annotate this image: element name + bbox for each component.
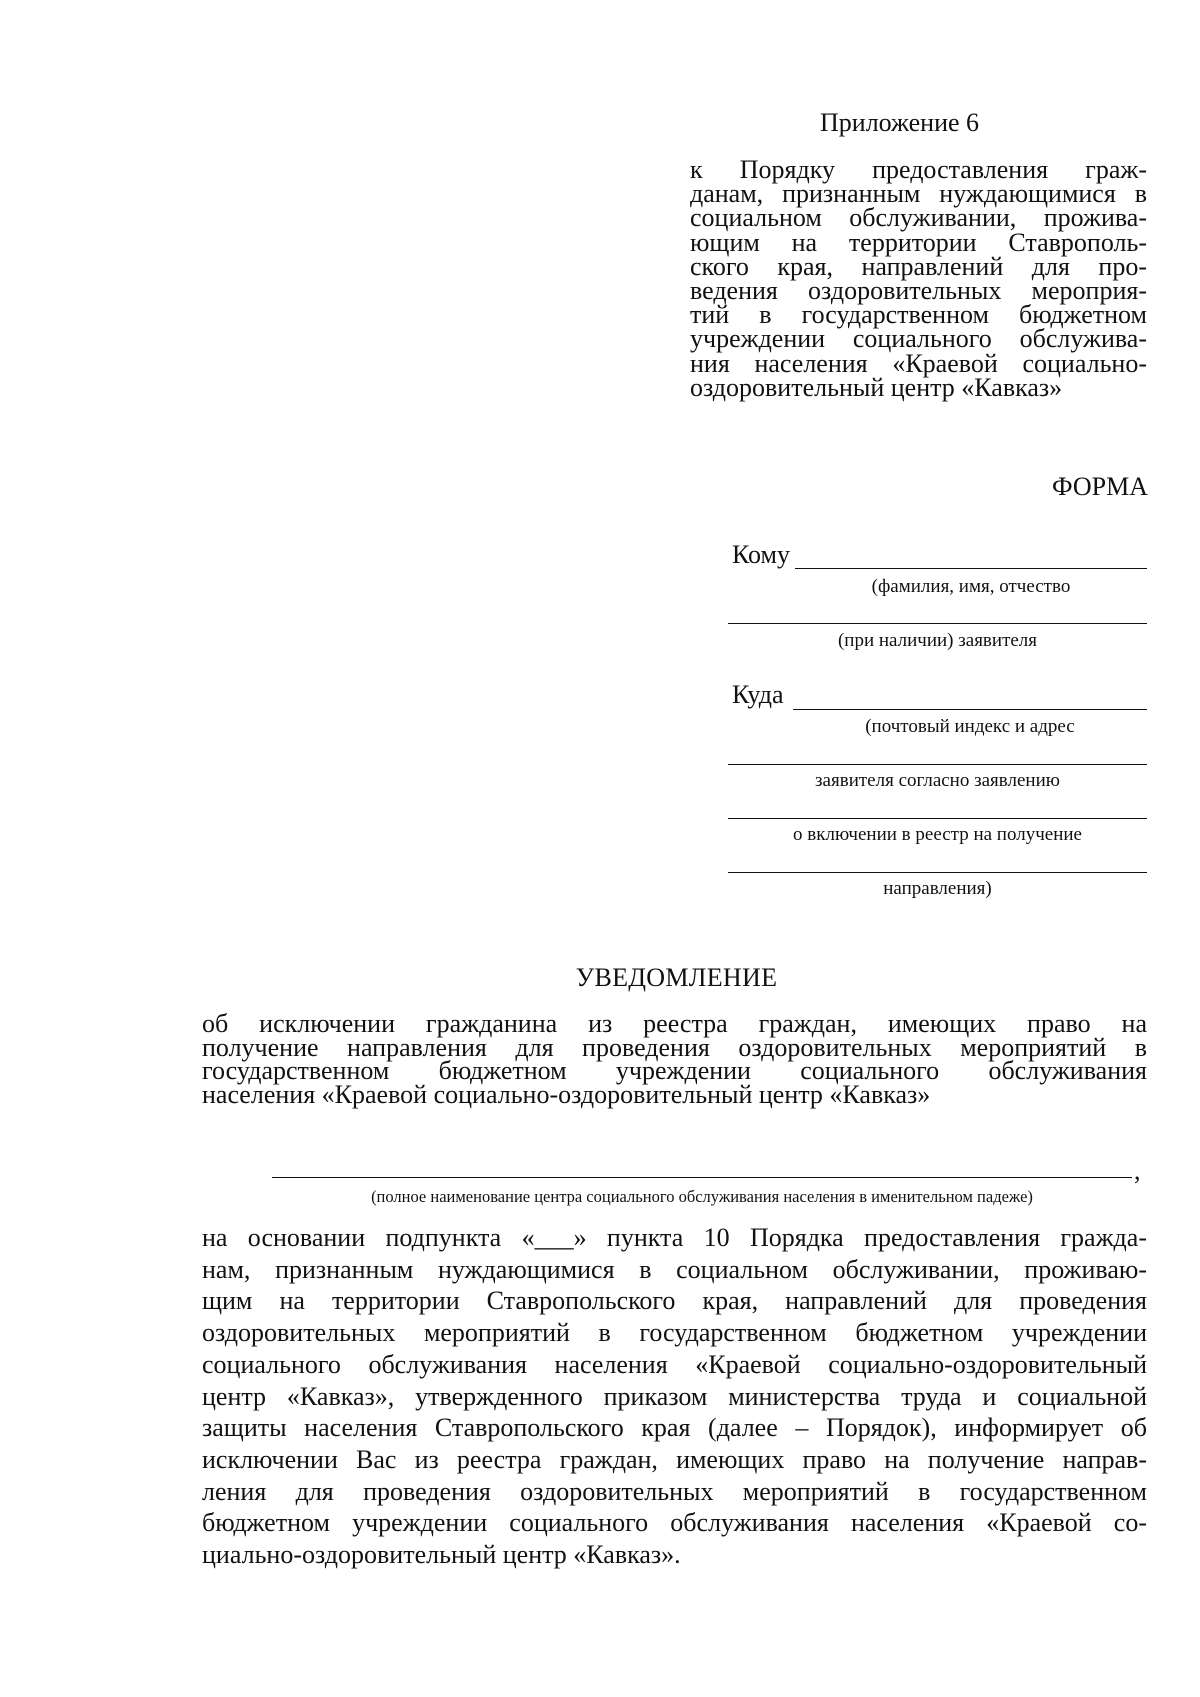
- to-label: Кому: [732, 540, 791, 569]
- body-line: циально-оздоровительный центр «Кавказ».: [202, 1540, 681, 1570]
- appendix-title: Приложение 6: [820, 108, 980, 137]
- center-comma: ,: [1134, 1156, 1141, 1185]
- body-line: нам, признанным нуждающимися в социальном обслуживании, проживаю-: [202, 1254, 1147, 1284]
- notice-title: УВЕДОМЛЕНИЕ: [575, 963, 778, 992]
- where-caption-2: заявителя согласно заявлению: [815, 770, 1060, 791]
- body-line: щим на территории Ставропольского края, направлений для проведения: [202, 1286, 1147, 1316]
- appendix-line: ния населения «Краевой социально-: [690, 348, 1147, 378]
- where-label: Куда: [732, 680, 784, 709]
- body-line: оздоровительных мероприятий в государственном бюджетном учреждении: [202, 1318, 1147, 1348]
- subtitle-line: государственном бюджетном учреждении социального обслуживания: [202, 1056, 1147, 1085]
- to-name-line[interactable]: [795, 568, 1147, 569]
- form-label: ФОРМА: [1052, 472, 1148, 501]
- where-caption-4: направления): [883, 878, 992, 899]
- where-caption-1: (почтовый индекс и адрес: [865, 716, 1075, 737]
- center-name-line[interactable]: [272, 1177, 1132, 1178]
- appendix-line: ющим на территории Ставрополь-: [690, 227, 1147, 257]
- appendix-line: данам, признанным нуждающимися в: [690, 179, 1147, 209]
- body-line: ления для проведения оздоровительных мероприятий в государственном: [202, 1476, 1147, 1506]
- where-address-line-2[interactable]: [728, 764, 1147, 765]
- to-name-line-2[interactable]: [728, 623, 1147, 624]
- appendix-reference: [690, 155, 1147, 402]
- appendix-line: ведения оздоровительных мероприя-: [690, 276, 1147, 306]
- appendix-line: ского края, направлений для про-: [690, 251, 1147, 281]
- subtitle-line: получение направления для проведения оздоровительных мероприятий в: [202, 1032, 1147, 1062]
- where-address-line-4[interactable]: [728, 872, 1147, 873]
- body-line: защиты населения Ставропольского края (далее – Порядок), информирует об: [202, 1413, 1147, 1443]
- body-line: на основании подпункта «___» пункта 10 Порядка предоставления гражда-: [202, 1223, 1147, 1252]
- subtitle-line: об исключении гражданина из реестра граждан, имеющих право на: [202, 1009, 1147, 1038]
- to-caption-1: (фамилия, имя, отчество: [871, 576, 1071, 597]
- appendix-line: социальном обслуживании, прожива-: [690, 203, 1147, 233]
- notice-body: [202, 1222, 1147, 1571]
- notice-subtitle: [202, 1009, 1147, 1109]
- subtitle-line: населения «Краевой социально-оздоровительный центр «Кавказ»: [202, 1079, 931, 1109]
- where-caption-3: о включении в реестр на получение: [793, 824, 1082, 845]
- appendix-line: тий в государственном бюджетном: [690, 300, 1147, 330]
- appendix-line: оздоровительный центр «Кавказ»: [690, 372, 1063, 402]
- where-address-line[interactable]: [793, 709, 1147, 710]
- to-caption-2: (при наличии) заявителя: [837, 630, 1038, 651]
- appendix-line: учреждении социального обслужива-: [690, 324, 1147, 354]
- appendix-line: к Порядку предоставления граж-: [690, 155, 1147, 184]
- body-line: исключении Вас из реестра граждан, имеющих право на получение направ-: [202, 1444, 1147, 1474]
- body-line: бюджетном учреждении социального обслуживания населения «Краевой со-: [202, 1508, 1147, 1538]
- body-line: центр «Кавказ», утвержденного приказом министерства труда и социальной: [202, 1381, 1147, 1411]
- where-address-line-3[interactable]: [728, 818, 1147, 819]
- center-caption: (полное наименование центра социального обслуживания населения в именительном падеже): [371, 1187, 1033, 1206]
- body-line: социального обслуживания населения «Краевой социально-оздоровительный: [202, 1349, 1147, 1379]
